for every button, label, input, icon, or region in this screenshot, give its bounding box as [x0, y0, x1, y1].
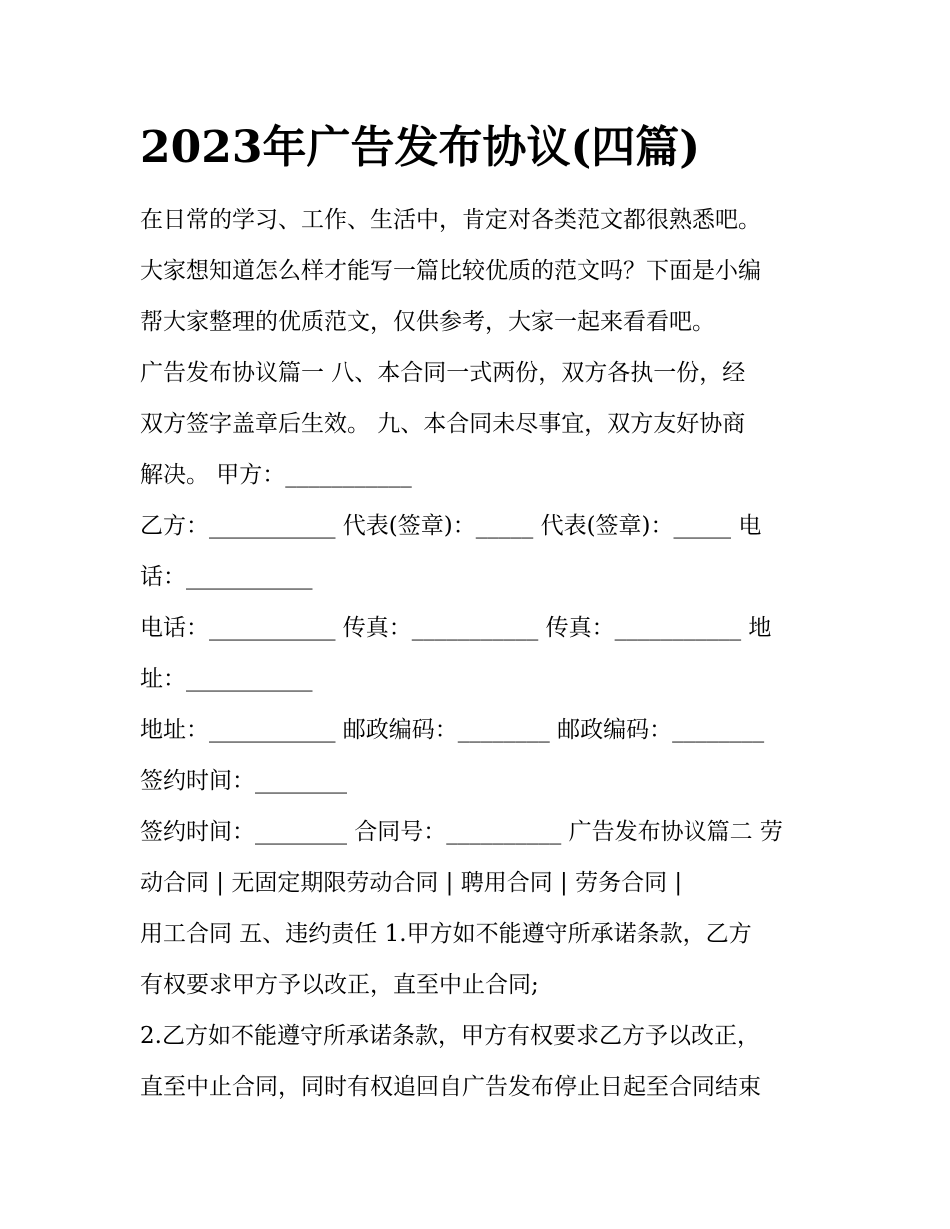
body-line: 大家想知道怎么样才能写一篇比较优质的范文吗？下面是小编	[140, 258, 761, 284]
body-line: 电话：___________ 传真：___________ 传真：___________ 地	[140, 615, 772, 641]
body-line: 签约时间：________	[140, 768, 347, 794]
body-line: 有权要求甲方予以改正，直至中止合同;	[140, 972, 539, 998]
body-line: 址：___________	[140, 666, 313, 692]
body-line: 地址：___________ 邮政编码：________ 邮政编码：________	[140, 717, 765, 743]
body-line: 在日常的学习、工作、生活中，肯定对各类范文都很熟悉吧。	[140, 207, 761, 233]
body-line: 用工合同 五、违约责任 1.甲方如不能遵守所承诺条款，乙方	[140, 921, 752, 947]
body-line: 直至中止合同，同时有权追回自广告发布停止日起至合同结束	[140, 1074, 761, 1100]
body-line: 话：___________	[140, 564, 313, 590]
body-line: 2.乙方如不能遵守所承诺条款，甲方有权要求乙方予以改正，	[140, 1023, 760, 1049]
body-line: 动合同 | 无固定期限劳动合同 | 聘用合同 | 劳务合同 |	[140, 870, 683, 896]
body-line: 帮大家整理的优质范文，仅供参考，大家一起来看看吧。	[140, 309, 715, 335]
body-line: 双方签字盖章后生效。 九、本合同未尽事宜，双方友好协商	[140, 411, 746, 437]
body-line: 解决。 甲方：___________	[140, 462, 412, 488]
document-title: 2023年广告发布协议(四篇)	[140, 122, 701, 173]
body-line: 乙方：___________ 代表(签章)：_____ 代表(签章)：_____ 电	[140, 513, 762, 539]
body-line: 签约时间：________ 合同号：__________ 广告发布协议篇二 劳	[140, 819, 783, 845]
body-line: 广告发布协议篇一 八、本合同一式两份，双方各执一份，经	[140, 360, 746, 386]
